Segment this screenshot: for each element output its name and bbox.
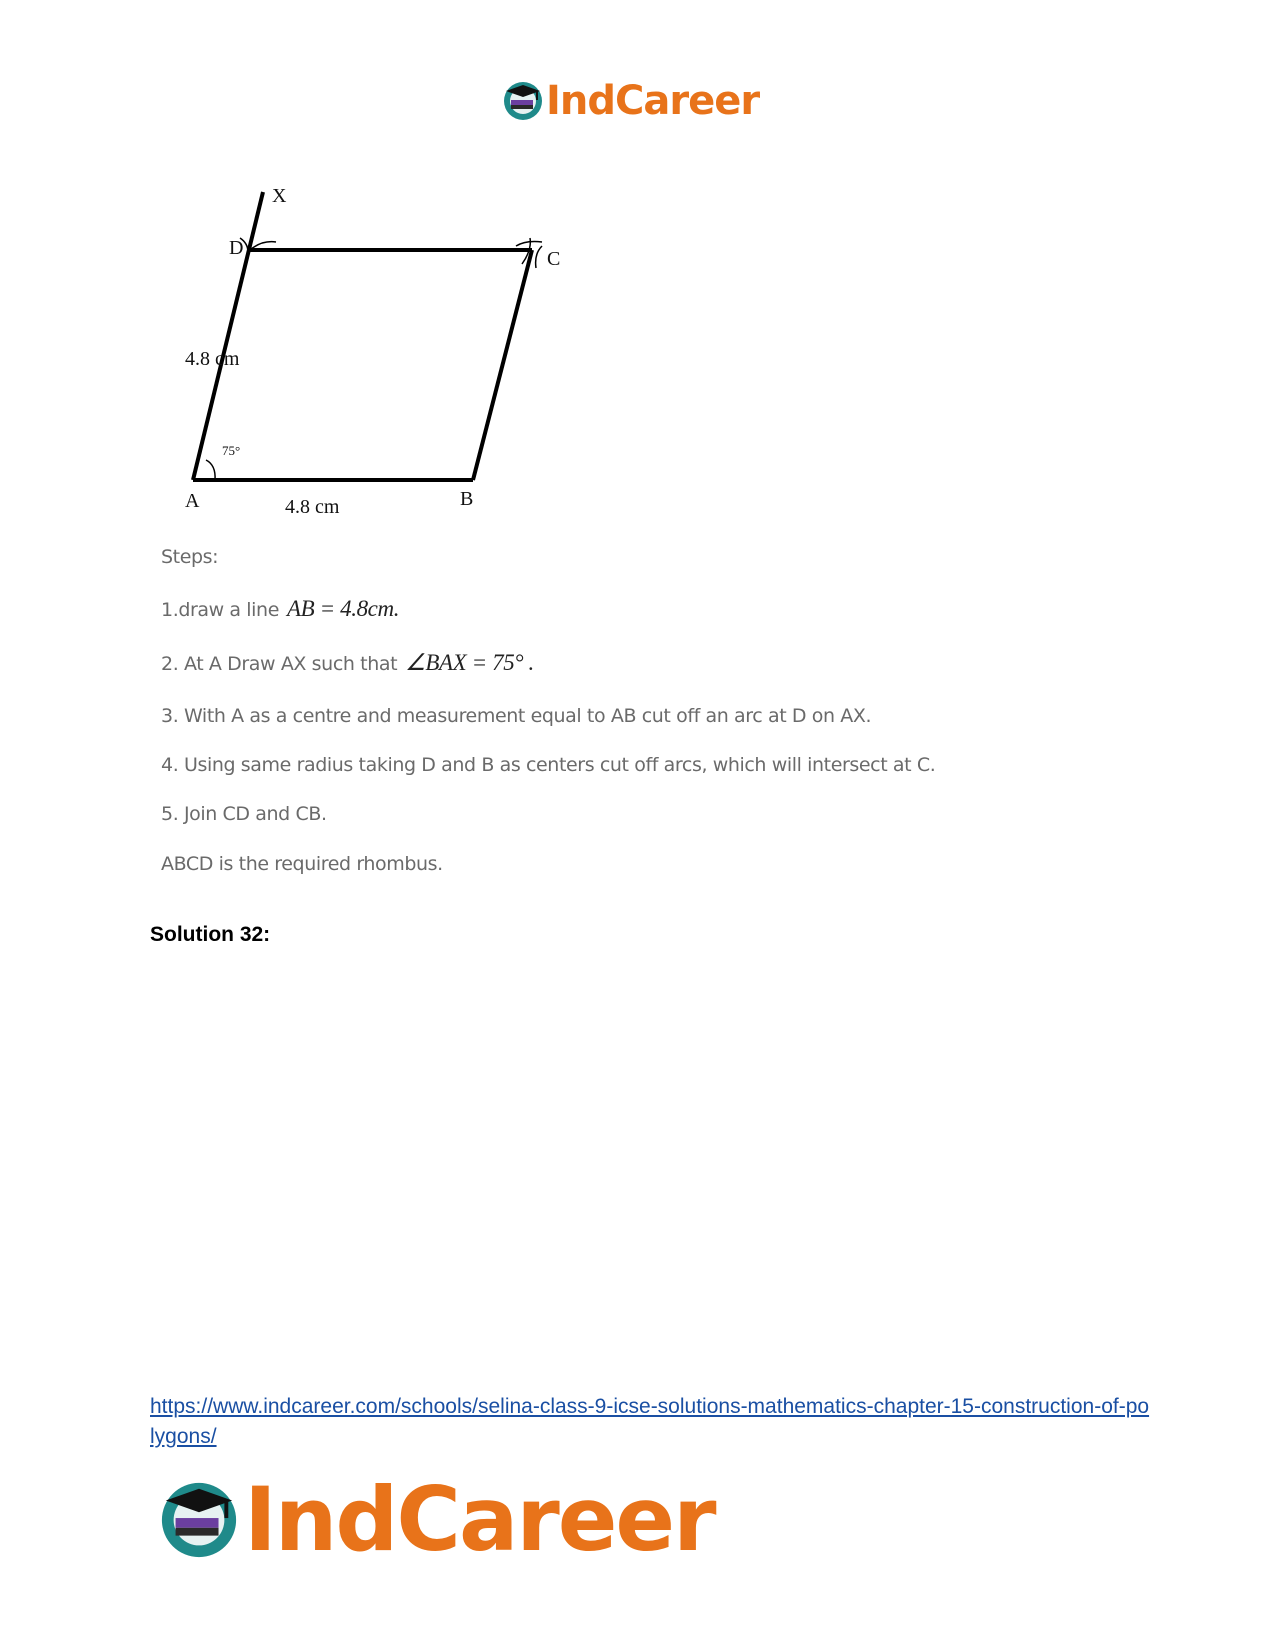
arc-at-c (516, 242, 542, 247)
angle-arc-a (206, 460, 215, 480)
brand-name: IndCareer (546, 78, 760, 124)
step-1 (161, 596, 399, 622)
step-2-math: ∠BAX = 75° . (405, 650, 534, 675)
step-1-math: AB = 4.8cm. (287, 596, 400, 621)
source-link[interactable]: https://www.indcareer.com/schools/selina-class-9-icse-solutions-mathematics-chapter-15-construction-of-polygons/ (150, 1395, 1150, 1448)
label-b: B (460, 488, 474, 510)
label-x: X (272, 185, 287, 207)
graduation-globe-icon (158, 1479, 240, 1561)
label-c: C (547, 248, 561, 270)
footer-brand-name: IndCareer (244, 1468, 715, 1571)
footer-logo (158, 1468, 715, 1571)
solution-heading: Solution 32: (150, 923, 271, 946)
label-side-ad: 4.8 cm (185, 348, 240, 370)
step-3: 3. With A as a centre and measurement equal to AB cut off an arc at D on AX. (161, 705, 872, 727)
rhombus-construction-figure (170, 180, 600, 520)
side-cb (473, 250, 532, 480)
steps-heading: Steps: (161, 546, 219, 568)
step-4: 4. Using same radius taking D and B as centers cut off arcs, which will intersect at C. (161, 754, 936, 776)
step-2-text: 2. At A Draw AX such that (161, 653, 398, 675)
arc-at-c-3 (536, 246, 542, 268)
label-d: D (229, 237, 244, 259)
step-5: 5. Join CD and CB. (161, 803, 327, 825)
conclusion: ABCD is the required rhombus. (161, 853, 443, 875)
ray-ax (193, 192, 263, 480)
header-logo (502, 78, 759, 124)
graduation-globe-icon (502, 80, 544, 122)
step-2 (161, 650, 534, 676)
label-angle: 75° (222, 443, 241, 458)
label-a: A (185, 490, 200, 512)
step-1-text: 1.draw a line (161, 599, 279, 621)
label-side-ab: 4.8 cm (285, 496, 340, 518)
